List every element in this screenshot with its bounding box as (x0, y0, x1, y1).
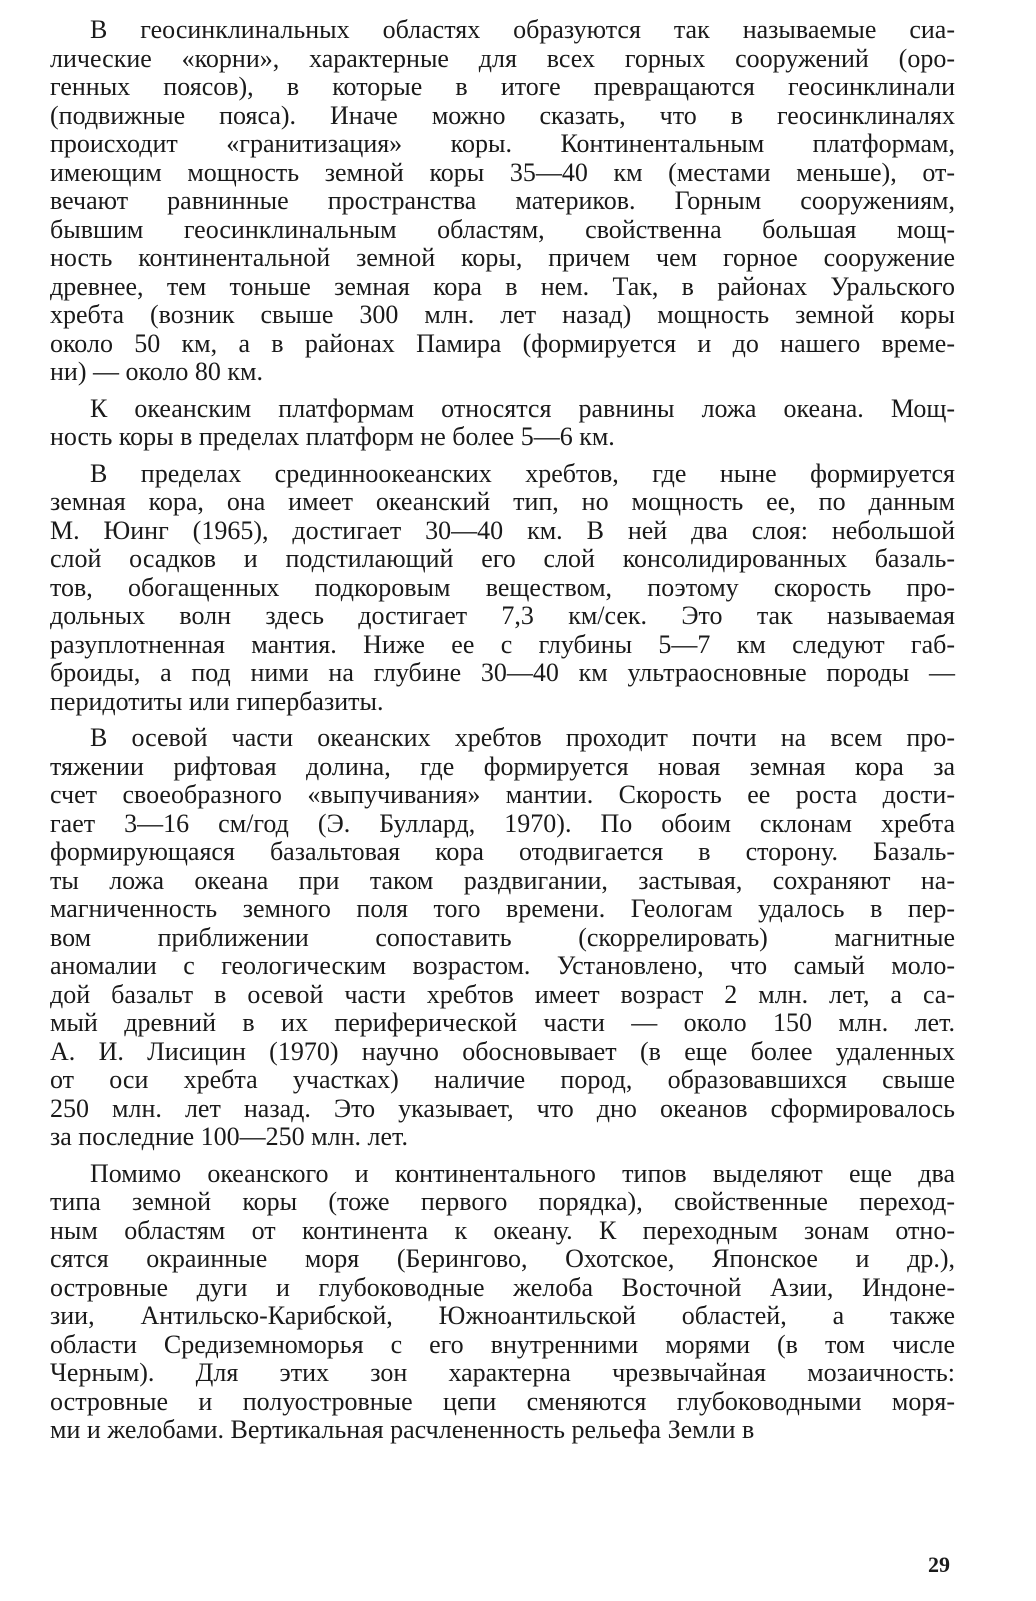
text-line: тов, обогащенных подкоровым веществом, поэтому скорость про- (50, 572, 955, 602)
text-line: вом приближении сопоставить (скоррелировать) магнитные (50, 922, 955, 952)
text-line: области Средиземноморья с его внутренними морями (в том числе (50, 1329, 955, 1359)
text-line: типа земной коры (тоже первого порядка), свойственные переход- (50, 1187, 955, 1216)
text-line: М. Юинг (1965), достигает 30—40 км. В ней два слоя: небольшой (50, 515, 955, 545)
paragraph (50, 16, 955, 387)
text-line: слой осадков и подстилающий его слой консолидированных базаль- (50, 544, 955, 573)
text-line: происходит «гранитизация» коры. Континентальным платформам, (50, 129, 955, 158)
text-line: В пределах срединноокеанских хребтов, где ныне формируется (90, 458, 955, 488)
text-line: гает 3—16 см/год (Э. Буллард, 1970). По обоим склонам хребта (50, 808, 955, 838)
text-line: островные дуги и глубоководные желоба Восточной Азии, Индоне- (50, 1272, 955, 1302)
text-line: дой базальт в осевой части хребтов имеет возраст 2 млн. лет, а са- (50, 979, 955, 1009)
text-line: перидотиты или гипербазиты. (50, 686, 384, 716)
text-line: Черным). Для этих зон характерна чрезвычайная мозаичность: (50, 1358, 955, 1387)
text-line: разуплотненная мантия. Ниже ее с глубины 5—7 км следуют габ- (50, 629, 955, 659)
text-line: магниченность земного поля того времени. Геологам удалось в пер- (50, 894, 955, 923)
text-line: (подвижные пояса). Иначе можно сказать, что в геосинклиналях (50, 100, 955, 130)
text-line: 250 млн. лет назад. Это указывает, что дно океанов сформировалось (50, 1093, 955, 1123)
text-line: имеющим мощность земной коры 35—40 км (местами меньше), от- (50, 157, 955, 187)
text-line: древнее, тем тоньше земная кора в нем. Так, в районах Уральского (50, 271, 955, 301)
paragraph (50, 395, 955, 452)
text-line: броиды, а под ними на глубине 30—40 км ультраосновные породы — (50, 658, 955, 687)
text-line: за последние 100—250 млн. лет. (50, 1122, 408, 1151)
text-line: зии, Антильско-Карибской, Южноантильской областей, а также (50, 1301, 955, 1330)
text-line: В геосинклинальных областях образуются так называемые сиа- (90, 15, 955, 44)
text-line: ность коры в пределах платформ не более 5—6 км. (50, 422, 615, 451)
text-line: сятся окраинные моря (Берингово, Охотское, Японское и др.), (50, 1244, 955, 1273)
text-line: счет своеобразного «выпучивания» мантии. Скорость ее роста дости- (50, 780, 955, 809)
text-line: Помимо океанского и континентального типов выделяют еще два (90, 1158, 955, 1188)
text-line: дольных волн здесь достигает 7,3 км/сек. Это так называемая (50, 601, 955, 630)
text-line: лические «корни», характерные для всех горных сооружений (оро- (50, 43, 955, 73)
text-line: тяжении рифтовая долина, где формируется новая земная кора за (50, 751, 955, 781)
text-line: А. И. Лисицин (1970) научно обосновывает (в еще более удаленных (50, 1036, 955, 1066)
paragraph (50, 460, 955, 717)
text-line: ни) — около 80 км. (50, 357, 264, 386)
text-line: аномалии с геологическим возрастом. Установлено, что самый моло- (50, 951, 955, 980)
text-line: хребта (возник свыше 300 млн. лет назад) мощность земной коры (50, 300, 955, 329)
text-line: В осевой части океанских хребтов проходит почти на всем про- (90, 723, 955, 752)
paragraph (50, 1160, 955, 1445)
text-line: земная кора, она имеет океанский тип, но мощность ее, по данным (50, 487, 955, 516)
text-line: К океанским платформам относятся равнины ложа океана. Мощ- (90, 393, 955, 423)
text-line: генных поясов), в которые в итоге превращаются геосинклинали (50, 72, 955, 101)
text-line: ным областям от континента к океану. К переходным зонам отно- (50, 1215, 955, 1245)
text-line: вечают равнинные пространства материков. Горным сооружениям, (50, 186, 955, 215)
text-line: ность континентальной земной коры, причем чем горное сооружение (50, 243, 955, 272)
text-line: ми и желобами. Вертикальная расчлененность рельефа Земли в (50, 1415, 755, 1444)
text-line: формирующаяся базальтовая кора отодвигается в сторону. Базаль- (50, 837, 955, 866)
text-line: мый древний в их периферической части — около 150 млн. лет. (50, 1008, 955, 1037)
text-line: от оси хребта участках) наличие пород, образовавшихся свыше (50, 1065, 955, 1094)
text-line: ты ложа океана при таком раздвигании, застывая, сохраняют на- (50, 865, 955, 895)
body-text (50, 16, 955, 1445)
paragraph (50, 724, 955, 1152)
text-line: островные и полуостровные цепи сменяются глубоководными моря- (50, 1386, 955, 1416)
text-line: около 50 км, а в районах Памира (формируется и до нашего време- (50, 328, 955, 358)
text-line: бывшим геосинклинальным областям, свойственна большая мощ- (50, 214, 955, 244)
page-number: 29 (928, 1552, 950, 1577)
